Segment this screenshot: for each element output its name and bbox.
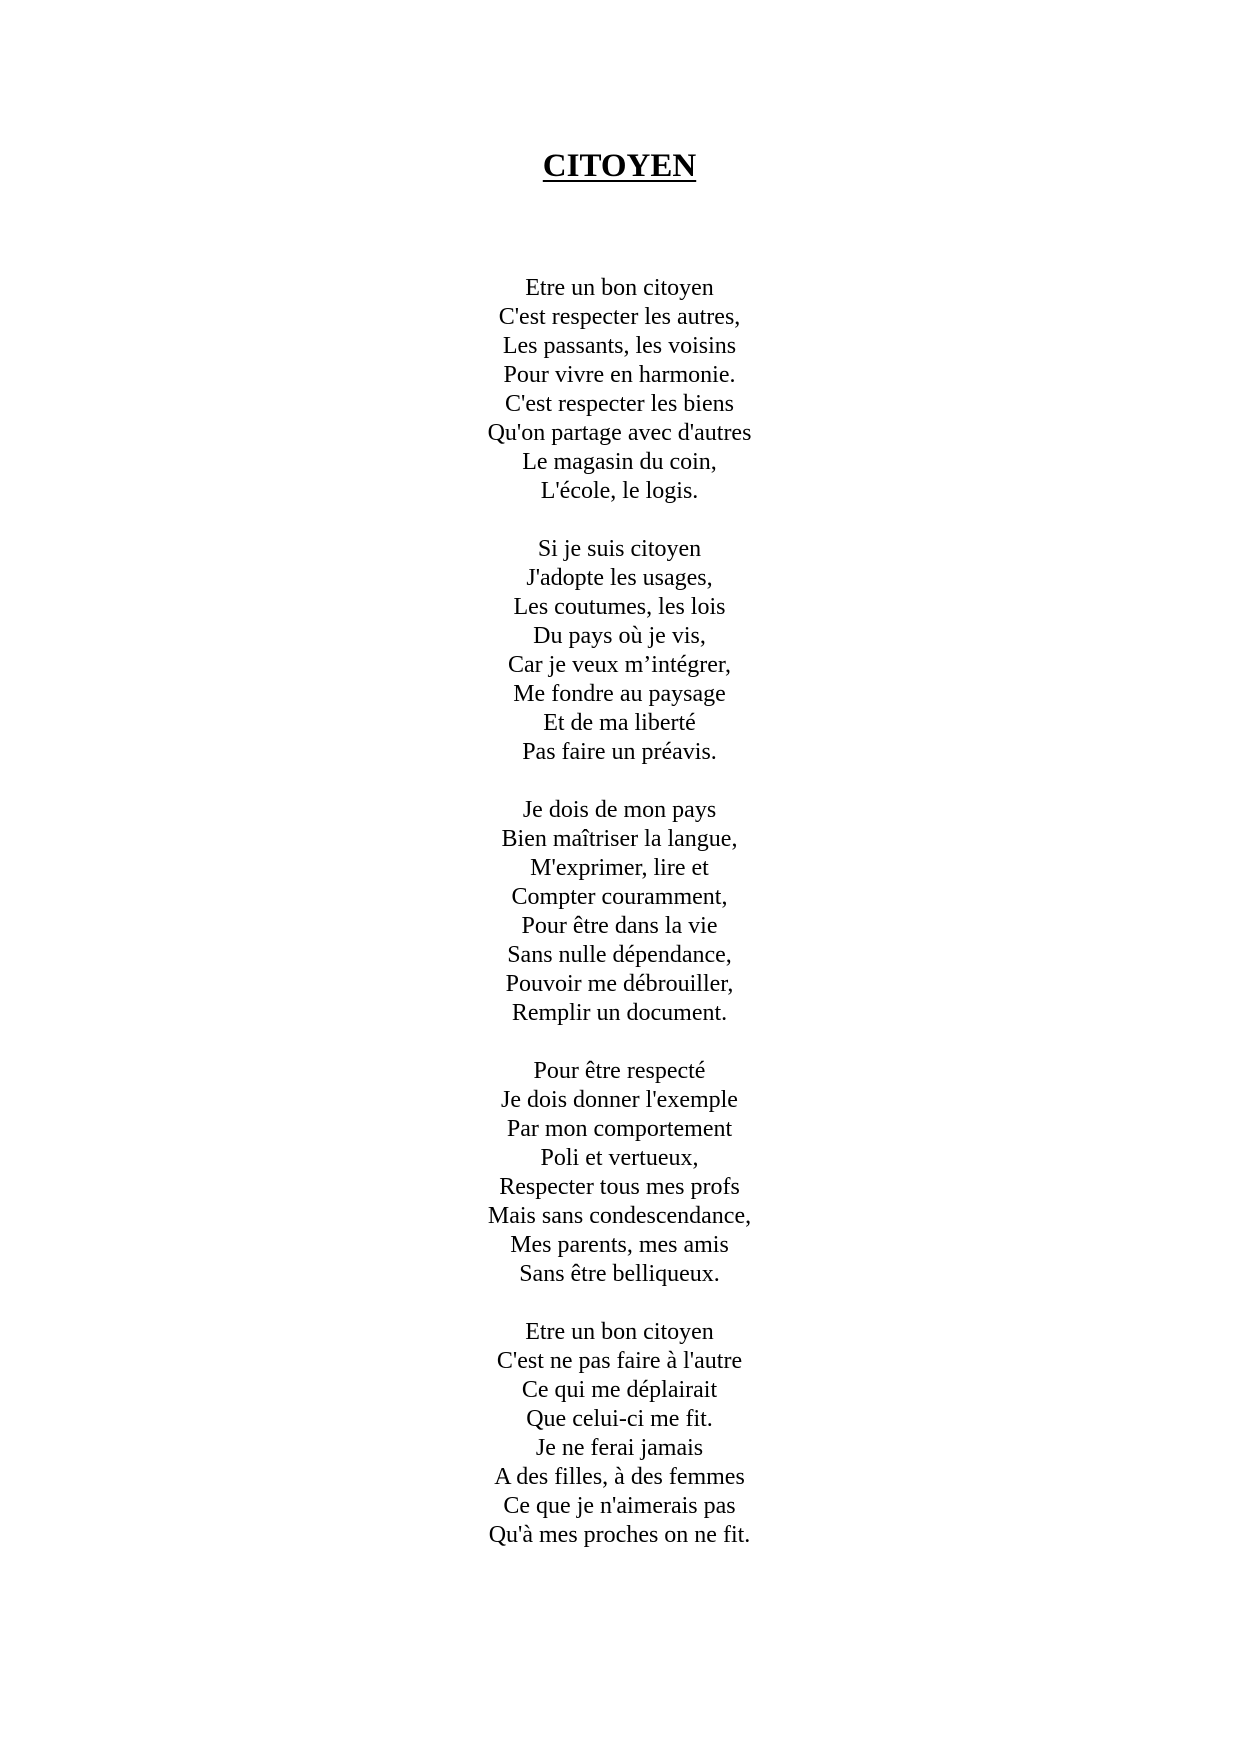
poem-line: Que celui-ci me fit.: [526, 1406, 713, 1432]
poem-line: C'est respecter les autres,: [498, 304, 741, 330]
poem-line: Ce que je n'aimerais pas: [503, 1493, 736, 1519]
poem-body: [0, 274, 1239, 1579]
poem-line: Me fondre au paysage: [513, 681, 726, 707]
stanza-4: [0, 1057, 1239, 1289]
stanza-2: [0, 535, 1239, 767]
poem-line: M'exprimer, lire et: [530, 855, 709, 881]
poem-line: Etre un bon citoyen: [525, 1319, 714, 1345]
poem-line: Pour être respecté: [533, 1058, 706, 1084]
poem-line: J'adopte les usages,: [526, 565, 713, 591]
poem-line: Et de ma liberté: [543, 710, 696, 736]
poem-line: Sans être belliqueux.: [519, 1261, 720, 1287]
poem-line: Les coutumes, les lois: [513, 594, 726, 620]
stanza-1: [0, 274, 1239, 506]
stanza-5: [0, 1318, 1239, 1550]
poem-line: Car je veux m’intégrer,: [508, 652, 731, 678]
poem-line: Le magasin du coin,: [522, 449, 717, 475]
poem-line: Pour être dans la vie: [521, 913, 718, 939]
poem-line: Compter couramment,: [511, 884, 728, 910]
poem-line: Pour vivre en harmonie.: [503, 362, 736, 388]
poem-title: CITOYEN: [542, 148, 697, 184]
poem-line: Mais sans condescendance,: [487, 1203, 752, 1229]
poem-line: Pas faire un préavis.: [522, 739, 717, 765]
poem-line: Bien maîtriser la langue,: [501, 826, 738, 852]
poem-line: C'est ne pas faire à l'autre: [496, 1348, 743, 1374]
poem-line: Sans nulle dépendance,: [507, 942, 732, 968]
stanza-3: [0, 796, 1239, 1028]
poem-line: Remplir un document.: [511, 1000, 728, 1026]
poem-line: Mes parents, mes amis: [510, 1232, 729, 1258]
poem-line: Je dois donner l'exemple: [501, 1087, 738, 1113]
poem-line: Du pays où je vis,: [533, 623, 706, 649]
poem-line: Par mon comportement: [506, 1116, 733, 1142]
poem-line: A des filles, à des femmes: [494, 1464, 745, 1490]
poem-line: Ce qui me déplairait: [521, 1377, 718, 1403]
poem-line: C'est respecter les biens: [505, 391, 734, 417]
poem-line: Etre un bon citoyen: [525, 275, 714, 301]
poem-line: Les passants, les voisins: [502, 333, 737, 359]
poem-line: Respecter tous mes profs: [499, 1174, 740, 1200]
poem-line: L'école, le logis.: [540, 478, 699, 504]
poem-line: Qu'à mes proches on ne fit.: [488, 1522, 751, 1548]
poem-line: Si je suis citoyen: [537, 536, 702, 562]
poem-line: Poli et vertueux,: [540, 1145, 699, 1171]
poem-line: Pouvoir me débrouiller,: [505, 971, 734, 997]
poem-line: Je ne ferai jamais: [535, 1435, 704, 1461]
poem-line: Qu'on partage avec d'autres: [487, 420, 752, 446]
poem-line: Je dois de mon pays: [522, 797, 717, 823]
